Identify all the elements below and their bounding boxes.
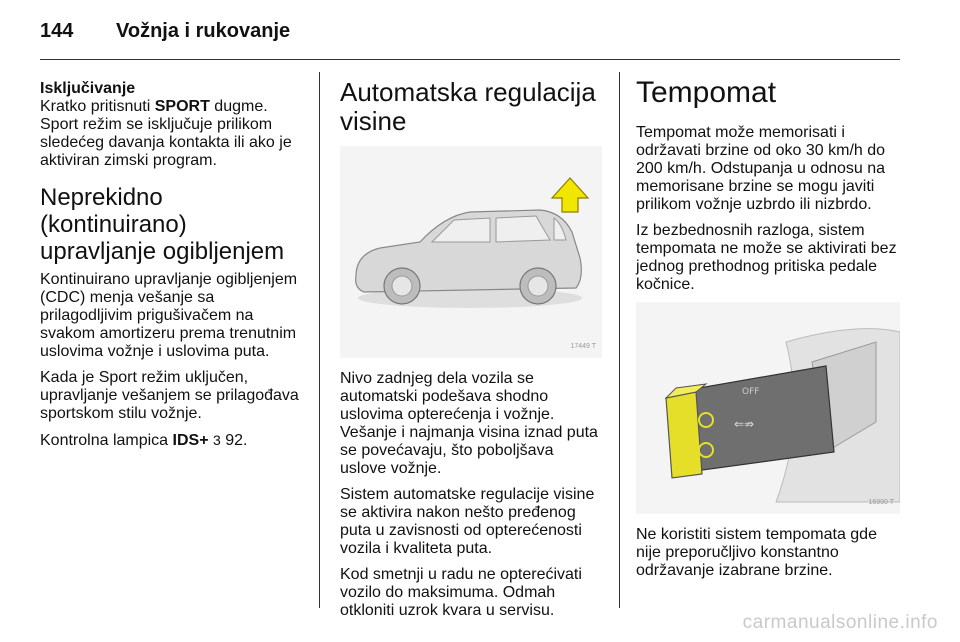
paragraph: Kada je Sport režim uključen, upravljanje vešanjem se prilagođava sportskom stilu vožnje. [40, 369, 299, 422]
paragraph: Kod smetnji u radu ne opterećivati vozilo do maksimuma. Odmah otkloniti uzrok kvara u servisu. [340, 566, 582, 619]
car-icon [340, 146, 602, 358]
page-ref-arrow-icon[interactable]: 3 [212, 432, 221, 448]
header-divider [40, 59, 900, 60]
watermark: carmanualsonline.info [742, 612, 938, 633]
column-divider-1 [319, 72, 320, 608]
paragraph: Iz bezbednosnih razloga, sistem tempomata ne može se aktivirati bez jednog prethodnog pritiska pedale kočnice. [636, 222, 897, 293]
section-heading: Automatska regulacija visine [340, 77, 596, 136]
page-number: 144 [40, 20, 74, 42]
sport-label: SPORT [154, 98, 210, 115]
section-heading: Neprekidno (kontinuirano) upravljanje ogibljenjem [40, 184, 285, 265]
lever-icon [636, 302, 900, 514]
cruise-control-lever-illustration [636, 302, 900, 514]
paragraph: Sistem automatske regulacije visine se aktivira nakon nešto pređenog puta u zavisnosti od opterećenosti vozila i kvaliteta puta. [340, 486, 595, 557]
column-3 [636, 76, 902, 588]
column-2 [340, 78, 604, 628]
paragraph: Kontrolna lampica IDS+ 3 92. [40, 432, 248, 449]
paragraph: Nivo zadnjeg dela vozila se automatski podešava shodno uslovima opterećenja i vožnje. Vešanje i najmanja visina iznad puta se povećavaju, što poboljšava uslove vožnje. [340, 370, 598, 477]
page-title: Vožnja i rukovanje [116, 20, 291, 42]
paragraph: Kontinuirano upravljanje ogibljenjem (CDC) menja vešanje sa prilagodljivim prigušivačem na svakom amortizeru prema trenutnim uslovima vožnje i uslovima puta. [40, 271, 298, 360]
column-divider-2 [619, 72, 620, 608]
section-heading: Tempomat [636, 76, 777, 109]
ids-label: IDS+ [172, 432, 209, 449]
paragraph: Kratko pritisnuti SPORT dugme. Sport režim se isključuje prilikom sledećeg davanja kontakta ili ako je aktiviran zimski program. [40, 98, 292, 169]
paragraph: Tempomat može memorisati i održavati brzine od oko 30 km/h do 200 km/h. Odstupanja u odnosu na memorisane brzine se mogu javiti prilikom vožnje uzbrdo ili nizbrdo. [636, 124, 886, 213]
svg-text:OFF: OFF [742, 387, 760, 397]
image-code: 17449 T [570, 343, 596, 350]
column-1 [40, 80, 306, 458]
car-height-illustration [340, 146, 602, 358]
svg-text:⇐⇏: ⇐⇏ [734, 417, 755, 431]
image-code: 16990 T [868, 499, 894, 506]
page-reference[interactable]: 92. [220, 432, 248, 449]
section-subheading: Isključivanje [40, 80, 136, 97]
paragraph: Ne koristiti sistem tempomata gde nije preporučljivo konstantno održavanje izabrane brzine. [636, 526, 877, 579]
